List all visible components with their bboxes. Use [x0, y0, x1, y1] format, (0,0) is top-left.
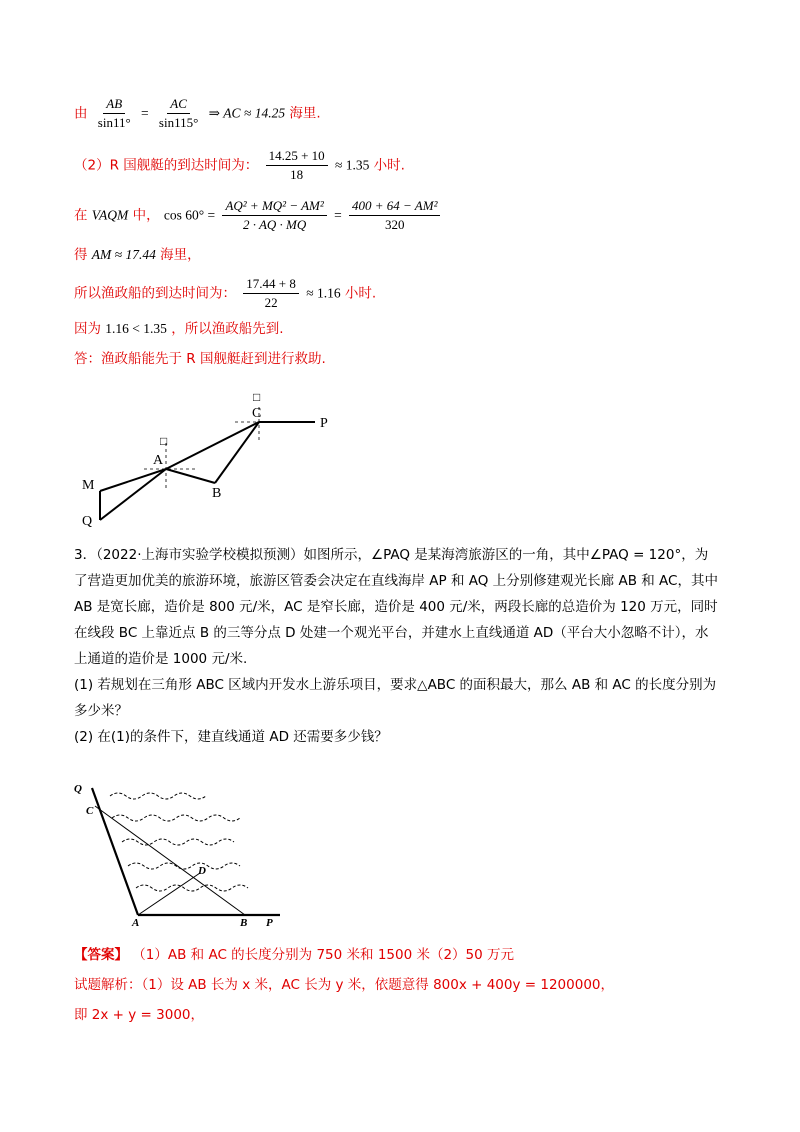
answer-text: （1）AB 和 AC 的长度分别为 750 米和 1500 米（2）50 万元: [132, 947, 515, 963]
unit: 小时.: [344, 285, 377, 302]
solution-line-4: [74, 246, 201, 264]
denominator: sin115°: [158, 115, 199, 130]
label-b: B: [240, 917, 248, 928]
label-a: A: [132, 917, 140, 928]
question-2: (2) 在(1)的条件下，建直线通道 AD 还需要多少钱？: [74, 729, 388, 745]
expression: ≈ 1.35: [334, 157, 370, 173]
solution-line-2: [74, 148, 405, 183]
north-marker-c: □: [253, 390, 261, 404]
text: ，所以渔政船先到.: [171, 321, 284, 337]
wave-line: [128, 863, 240, 869]
solution-line-3: [74, 198, 443, 233]
numerator: 14.25 + 10: [266, 148, 328, 166]
label-m: M: [82, 478, 95, 493]
denominator: 18: [290, 167, 304, 182]
triangle-symbol: VAQM: [91, 207, 129, 223]
text: 中，: [132, 207, 160, 224]
north-marker-a: □: [160, 434, 168, 448]
problem-line: 3．（2022·上海市实验学校模拟预测）如图所示，∠PAQ 是某海湾旅游区的一角，其中∠PAQ = 120°，为: [74, 547, 709, 563]
fraction-ac-sin115: [156, 96, 201, 131]
label-q: Q: [82, 514, 93, 529]
label-c: C: [252, 406, 262, 421]
fraction-time-r: [266, 148, 328, 183]
problem-line: 了营造更加优美的旅游环境，旅游区管委会决定在直线海岸 AP 和 AQ 上分别修建观光长廊 AB 和 AC，其中: [74, 573, 718, 589]
figure-1-diagram: [70, 385, 350, 530]
analysis-line-1: 试题解析：（1）设 AB 长为 x 米，AC 长为 y 米，依题意得 800x + 400y = 1200000，: [74, 977, 614, 993]
label-b: B: [212, 486, 222, 501]
numerator: 400 + 64 − AM²: [349, 198, 440, 216]
label-c: C: [86, 805, 94, 817]
analysis-line-2: 即 2x + y = 3000，: [74, 1007, 205, 1023]
numerator: AC: [167, 96, 190, 114]
text: 在: [74, 207, 88, 224]
expression: AM ≈ 17.44: [91, 247, 156, 262]
denominator: sin11°: [97, 115, 131, 130]
unit: 海里.: [289, 105, 321, 122]
denominator: 22: [264, 295, 278, 310]
text: 所以渔政船的到达时间为：: [74, 285, 236, 302]
solution-line-6: [74, 320, 284, 338]
fraction-cosine-law: [222, 198, 326, 233]
solution-line-5: [74, 276, 376, 311]
figure-2-diagram: [70, 778, 300, 928]
label-p: P: [266, 917, 273, 928]
shore-aq: [92, 788, 138, 915]
numerator: AB: [103, 96, 125, 114]
solution-line-1: [74, 96, 321, 131]
expression: ≈ 1.16: [306, 285, 341, 301]
segment-ab: [166, 469, 215, 483]
unit: 海里，: [160, 247, 201, 263]
problem-line: 上通道的造价是 1000 元/米.: [74, 651, 248, 667]
problem-3: [74, 542, 734, 750]
answer-line: [74, 946, 514, 964]
wave-line: [110, 793, 206, 799]
numerator: AQ² + MQ² − AM²: [222, 198, 326, 216]
text: 由: [74, 105, 88, 122]
text: 因为: [74, 321, 101, 337]
problem-line: AB 是宽长廊，造价是 800 元/米，AC 是窄长廊，造价是 400 元/米，两段长廊的总造价为 120 万元，同时: [74, 599, 718, 615]
expression: 1.16 < 1.35: [105, 321, 167, 336]
segment-ma: [100, 469, 166, 491]
wave-line: [136, 885, 248, 891]
fraction-values: [349, 198, 440, 233]
numerator: 17.44 + 8: [243, 276, 299, 294]
fraction-ab-sin11: [95, 96, 134, 131]
segment-ad: [138, 873, 200, 915]
problem-line: 在线段 BC 上靠近点 B 的三等分点 D 处建一个观光平台，并建水上直线通道 AD（平台大小忽略不计），水: [74, 625, 709, 641]
question-1-cont: 多少米？: [74, 703, 128, 719]
denominator: 320: [384, 217, 405, 232]
answer-tag: 【答案】: [74, 947, 128, 963]
wave-line: [112, 815, 240, 821]
label-p: P: [320, 416, 328, 431]
label-q: Q: [74, 783, 82, 795]
segment-qa: [100, 469, 166, 520]
segment-bc: [215, 422, 259, 483]
text: 得: [74, 247, 88, 263]
solution-line-7: 答：渔政船能先于 R 国舰艇赶到进行救助.: [74, 351, 326, 367]
question-1: (1) 若规划在三角形 ABC 区域内开发水上游乐项目，要求△ABC 的面积最大，那么 AB 和 AC 的长度分别为: [74, 677, 717, 693]
segment-ac: [166, 422, 259, 469]
label-d: D: [198, 865, 206, 877]
equals: =: [334, 207, 342, 223]
label-a: A: [153, 453, 164, 468]
unit: 小时.: [373, 157, 405, 174]
water-waves: [110, 793, 248, 891]
fraction-time-fish: [243, 276, 299, 311]
text: （2）R 国舰艇的到达时间为：: [74, 157, 259, 174]
denominator: 2 · AQ · MQ: [242, 217, 307, 232]
wave-line: [122, 839, 234, 845]
cos-expression: cos 60° =: [163, 207, 216, 223]
equals: =: [140, 105, 149, 121]
expression: ⇒ AC ≈ 14.25: [208, 105, 286, 121]
